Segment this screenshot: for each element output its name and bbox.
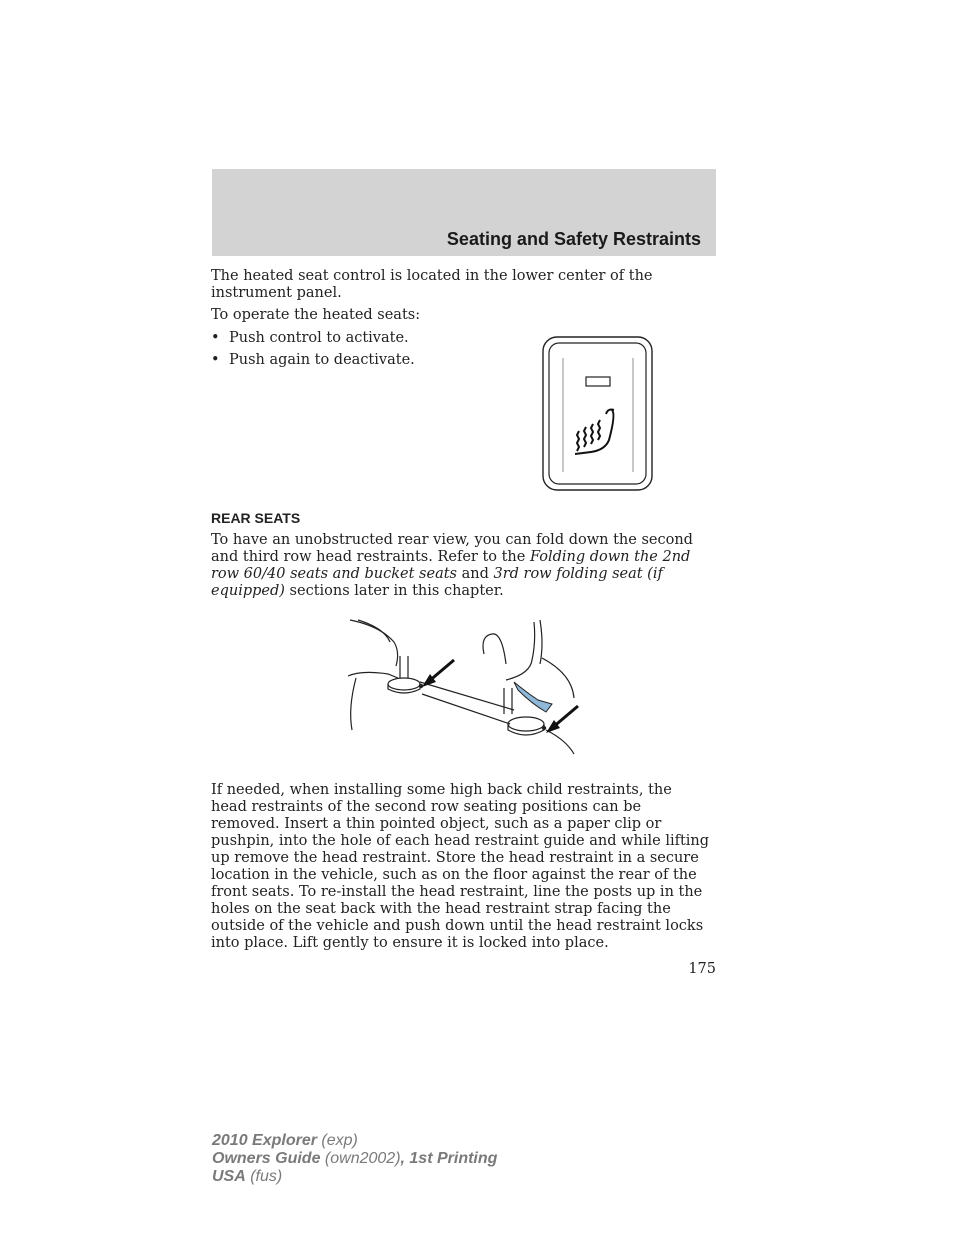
rear-seats-text-2: and	[456, 566, 494, 582]
footer-market: USA	[212, 1168, 246, 1185]
footer-printing: , 1st Printing	[400, 1150, 498, 1167]
page-number: 175	[688, 961, 716, 977]
list-item-text: Push again to deactivate.	[229, 352, 415, 368]
heated-seat-switch-icon	[540, 334, 656, 494]
document-footer	[212, 1132, 497, 1186]
reference-folding-2nd-row: Folding down the 2nd row 60/40 seats and bucket seats	[211, 549, 691, 582]
bullet-icon: •	[211, 330, 220, 346]
rear-seats-paragraph	[211, 532, 707, 600]
rear-seats-text-1: To have an unobstructed rear view, you can fold down the second and third row head restraints. Refer to the	[211, 532, 693, 565]
rear-seats-heading: REAR SEATS	[211, 510, 301, 526]
footer-guide: Owners Guide	[212, 1150, 321, 1167]
footer-model: 2010 Explorer	[212, 1132, 317, 1149]
list-item	[211, 352, 415, 369]
footer-market-code: (fus)	[245, 1168, 283, 1185]
list-item	[211, 330, 409, 347]
head-restraint-diagram-icon	[346, 618, 586, 760]
list-item-text: Push control to activate.	[229, 330, 409, 346]
rear-seats-text-3: sections later in this chapter.	[284, 583, 504, 599]
footer-line-3	[212, 1168, 497, 1186]
footer-model-code: (exp)	[316, 1132, 358, 1149]
operate-paragraph: To operate the heated seats:	[211, 307, 421, 323]
section-header-band	[212, 169, 716, 256]
footer-line-2	[212, 1150, 497, 1168]
bullet-icon: •	[211, 352, 220, 368]
section-title: Seating and Safety Restraints	[446, 229, 701, 249]
footer-guide-code: (own2002)	[320, 1150, 401, 1167]
footer-line-1	[212, 1132, 497, 1150]
removal-paragraph: If needed, when installing some high back child restraints, the head restraints of the second row seating positions can be removed. Insert a thin pointed object, such as a paper clip or pushpin, into the hole of each head restraint guide and while lifting up remove the head restraint. Store the head restraint in a secure location in the vehicle, such as on the floor against the rear of the front seats. To re-install the head restraint, line the posts up in the holes on the seat back with the head restraint strap facing the outside of the vehicle and push down until the head restraint locks into place. Lift gently to ensure it is locked into place.	[211, 782, 710, 951]
intro-paragraph: The heated seat control is located in the lower center of the instrument panel.	[211, 268, 653, 301]
reference-3rd-row: 3rd row folding seat (if equipped)	[211, 566, 663, 599]
